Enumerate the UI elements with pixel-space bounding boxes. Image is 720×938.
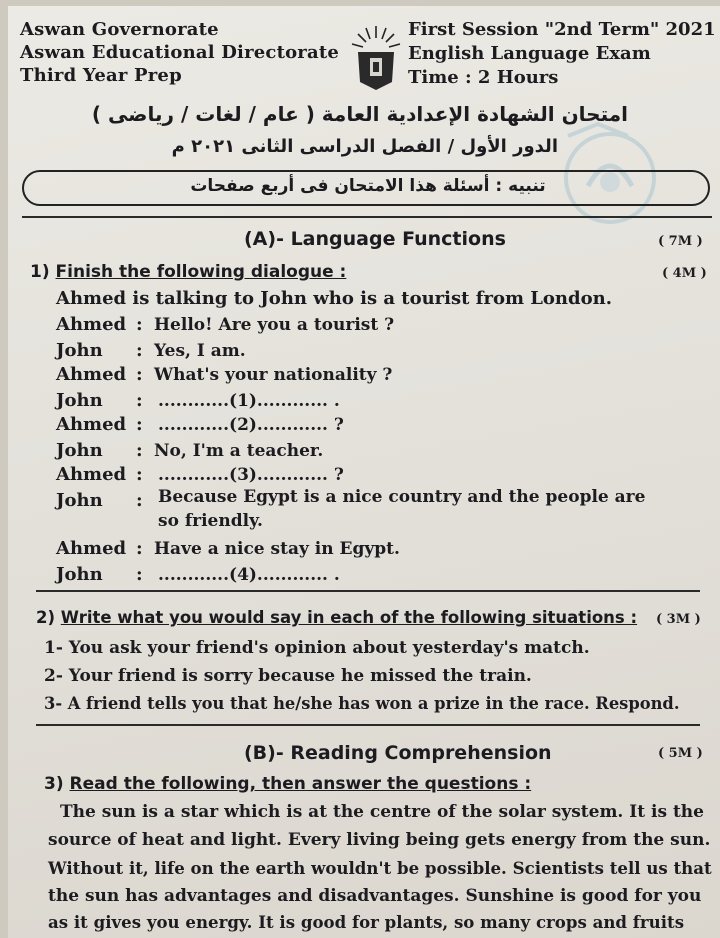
q1-marks: ( 4M )	[662, 266, 707, 281]
arabic-exam-session: الدور الأول / الفصل الدراسى الثانى ٢٠٢١ م	[171, 136, 558, 157]
dialogue-speaker: Ahmed	[56, 414, 127, 435]
section-b-marks: ( 5M )	[658, 746, 703, 761]
dialogue-line: Yes, I am.	[154, 341, 246, 361]
dialogue-blank-4: ............(4)............ .	[158, 565, 340, 585]
dialogue-blank-1: ............(1)............ .	[158, 391, 340, 411]
dialogue-line: Have a nice stay in Egypt.	[154, 539, 400, 559]
directorate: Aswan Educational Directorate	[20, 42, 340, 63]
dialogue-speaker: John	[56, 390, 103, 411]
header-divider	[22, 216, 712, 218]
q2-item-1: 1- You ask your friend's opinion about yesterday's match.	[44, 638, 590, 658]
passage-line: the sun has advantages and disadvantages. Sunshine is good for you	[48, 886, 702, 906]
q1-title	[30, 262, 346, 282]
dialogue-line: No, I'm a teacher.	[154, 441, 324, 461]
q2-number: 2)	[36, 608, 56, 627]
q2-item-2: 2- Your friend is sorry because he missed the train.	[44, 666, 532, 686]
section-a-title: (A)- Language Functions	[244, 228, 506, 250]
dialogue-colon: :	[136, 364, 143, 385]
section-b-title: (B)- Reading Comprehension	[244, 742, 552, 764]
dialogue-colon: :	[136, 340, 143, 361]
q1-intro: Ahmed is talking to John who is a tourist from London.	[56, 288, 612, 309]
dialogue-colon: :	[136, 538, 143, 559]
dialogue-colon: :	[136, 440, 143, 461]
arabic-notice: تنبيه : أسئلة هذا الامتحان فى أربع صفحات	[190, 176, 546, 196]
dialogue-line: Because Egypt is a nice country and the people are	[158, 487, 646, 507]
q3-number: 3)	[44, 774, 64, 794]
governorate-emblem-icon	[348, 22, 404, 92]
dialogue-colon: :	[136, 314, 143, 335]
dialogue-colon: :	[136, 414, 143, 435]
dialogue-speaker: Ahmed	[56, 538, 127, 559]
header-left	[20, 18, 339, 87]
dialogue-line: What's your nationality ?	[154, 365, 393, 385]
q2-divider	[36, 724, 700, 726]
arabic-exam-title: امتحان الشهادة الإعدادية العامة ( عام / لغات / رياضى )	[91, 102, 628, 126]
dialogue-speaker: John	[56, 340, 103, 361]
dialogue-line: Hello! Are you a tourist ?	[154, 315, 395, 335]
section-a-marks: ( 7M )	[658, 234, 703, 249]
q3-instruction: Read the following, then answer the questions :	[69, 774, 532, 794]
q1-number: 1)	[30, 262, 50, 282]
grade: Third Year Prep	[20, 65, 182, 86]
q1-instruction: Finish the following dialogue :	[55, 262, 347, 282]
exam-time: Time : 2 Hours	[408, 67, 559, 88]
dialogue-blank-3: ............(3)............ ?	[158, 465, 344, 485]
dialogue-speaker: John	[56, 490, 103, 511]
q1-divider	[36, 590, 700, 592]
dialogue-colon: :	[136, 464, 143, 485]
q2-item-3: 3- A friend tells you that he/she has won a prize in the race. Respond.	[44, 694, 680, 713]
q2-marks: ( 3M )	[656, 612, 701, 627]
dialogue-colon: :	[136, 564, 143, 585]
dialogue-speaker: John	[56, 440, 103, 461]
dialogue-speaker: Ahmed	[56, 364, 127, 385]
governorate: Aswan Governorate	[20, 19, 219, 40]
dialogue-speaker: Ahmed	[56, 464, 127, 485]
dialogue-line-continued: so friendly.	[158, 511, 263, 531]
dialogue-blank-2: ............(2)............ ?	[158, 415, 344, 435]
dialogue-speaker: John	[56, 564, 103, 585]
header-right	[408, 18, 716, 90]
passage-line: as it gives you energy. It is good for plants, so many crops and fruits	[48, 912, 685, 932]
passage-line: Without it, life on the earth wouldn't be possible. Scientists tell us that	[48, 858, 712, 878]
dialogue-speaker: Ahmed	[56, 314, 127, 335]
q2-title	[36, 608, 637, 627]
exam-subject: English Language Exam	[408, 43, 651, 64]
exam-page	[8, 6, 720, 938]
q2-instruction: Write what you would say in each of the following situations :	[60, 608, 638, 627]
dialogue-colon: :	[136, 490, 143, 511]
dialogue-colon: :	[136, 390, 143, 411]
q3-title	[44, 774, 531, 794]
passage-line: source of heat and light. Every living being gets energy from the sun.	[48, 830, 711, 850]
passage-line: The sun is a star which is at the centre of the solar system. It is the	[60, 802, 704, 822]
session: First Session "2nd Term" 2021	[408, 19, 716, 40]
